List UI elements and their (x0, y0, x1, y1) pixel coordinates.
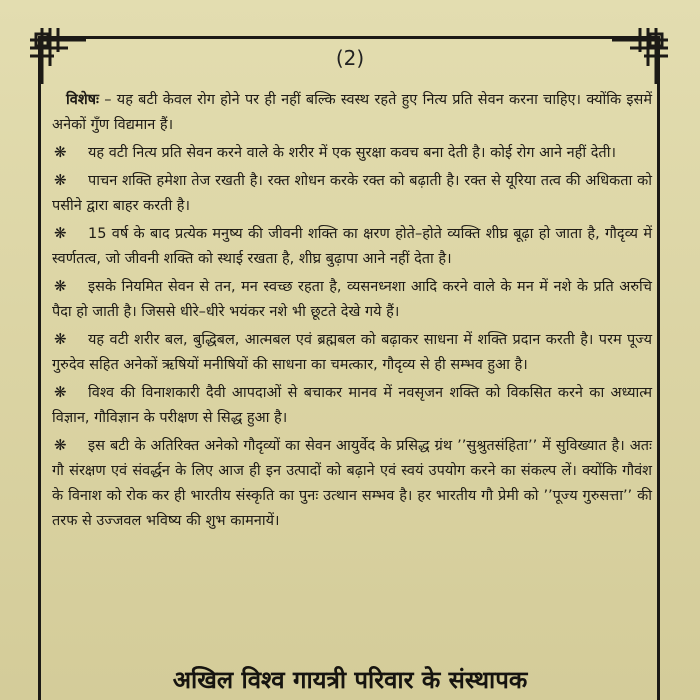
asterisk-bullet-icon: ❋ (54, 330, 67, 348)
point-paragraph (52, 433, 652, 534)
page-number: (2) (335, 46, 365, 70)
intro-label: विशेषः (66, 92, 99, 108)
asterisk-bullet-icon: ❋ (54, 436, 67, 454)
point-paragraph (52, 380, 652, 431)
content-body (52, 88, 652, 536)
point-paragraph (52, 140, 652, 166)
point-paragraph (52, 274, 652, 325)
point-text: इसके नियमित सेवन से तन, मन स्वच्छ रहता है, व्यसनध्नशा आदि करने वाले के मन में नशे के प्रति अरुचि पैदा हो जाती है। जिससे धीरे–धीरे भयंकर नशे भी छूटते देखे गये हैं। (52, 279, 652, 320)
asterisk-bullet-icon: ❋ (54, 383, 67, 401)
point-paragraph (52, 221, 652, 272)
point-text: 15 वर्ष के बाद प्रत्येक मनुष्य की जीवनी शक्ति का क्षरण होते–होते व्यक्ति शीघ्र बूढ़ा हो जाता है, गौदृव्य में स्वर्णतत्व, जो जीवनी शक्ति को स्थाई रखता है, शीघ्र बुढ़ापा आने नहीं देता है। (52, 226, 652, 267)
intro-paragraph (52, 88, 652, 138)
point-text: पाचन शक्ति हमेशा तेज रखती है। रक्त शोधन करके रक्त को बढ़ाती है। रक्त से यूरिया तत्व की अधिकता को पसीने द्वारा बाहर करती है। (52, 173, 652, 214)
point-text: विश्व की विनाशकारी दैवी आपदाओं से बचाकर मानव में नवसृजन शक्ति को विकसित करने का अध्यात्म विज्ञान, गौविज्ञान के परीक्षण से सिद्ध हुआ है। (52, 385, 652, 426)
intro-text: – यह बटी केवल रोग होने पर ही नहीं बल्कि स्वस्थ रहते हुए नित्य प्रति सेवन करना चाहिए। क्योंकि इसमें अनेकों गुँण विद्यमान हैं। (52, 92, 652, 133)
point-paragraph (52, 327, 652, 378)
footer-title: अखिल विश्व गायत्री परिवार के संस्थापक (172, 666, 528, 694)
asterisk-bullet-icon: ❋ (54, 143, 67, 161)
point-paragraph (52, 168, 652, 219)
point-text: यह वटी शरीर बल, बुद्धिबल, आत्मबल एवं ब्रह्मबल को बढ़ाकर साधना में शक्ति प्रदान करती है। परम पूज्य गुरुदेव सहित अनेकों ऋषियों मनीषियों की साधना का चमत्कार, गौदृव्य से ही सम्भव हुआ है। (52, 332, 652, 373)
asterisk-bullet-icon: ❋ (54, 277, 67, 295)
point-text: यह वटी नित्य प्रति सेवन करने वाले के शरीर में एक सुरक्षा कवच बना देती है। कोई रोग आने नहीं देती। (88, 145, 616, 161)
asterisk-bullet-icon: ❋ (54, 171, 67, 189)
asterisk-bullet-icon: ❋ (54, 224, 67, 242)
point-text: इस बटी के अतिरिक्त अनेको गौदृव्यों का सेवन आयुर्वेद के प्रसिद्ध ग्रंथ ’’सुश्रुतसंहिता’’ में सुविख्यात है। अतः गौ संरक्षण एवं संवर्द्धन के लिए आज ही इन उत्पादों को बढ़ाने एवं स्वयं उपयोग करने का संकल्प लें। क्योंकि गौवंश के विनाश को रोक कर ही भारतीय संस्कृति का पुनः उत्थान सम्भव है। हर भारतीय गौ प्रेमी को ’’पूज्य गुरुसत्ता’’ की तरफ से उज्जवल भविष्य की शुभ कामनायें। (52, 438, 652, 529)
